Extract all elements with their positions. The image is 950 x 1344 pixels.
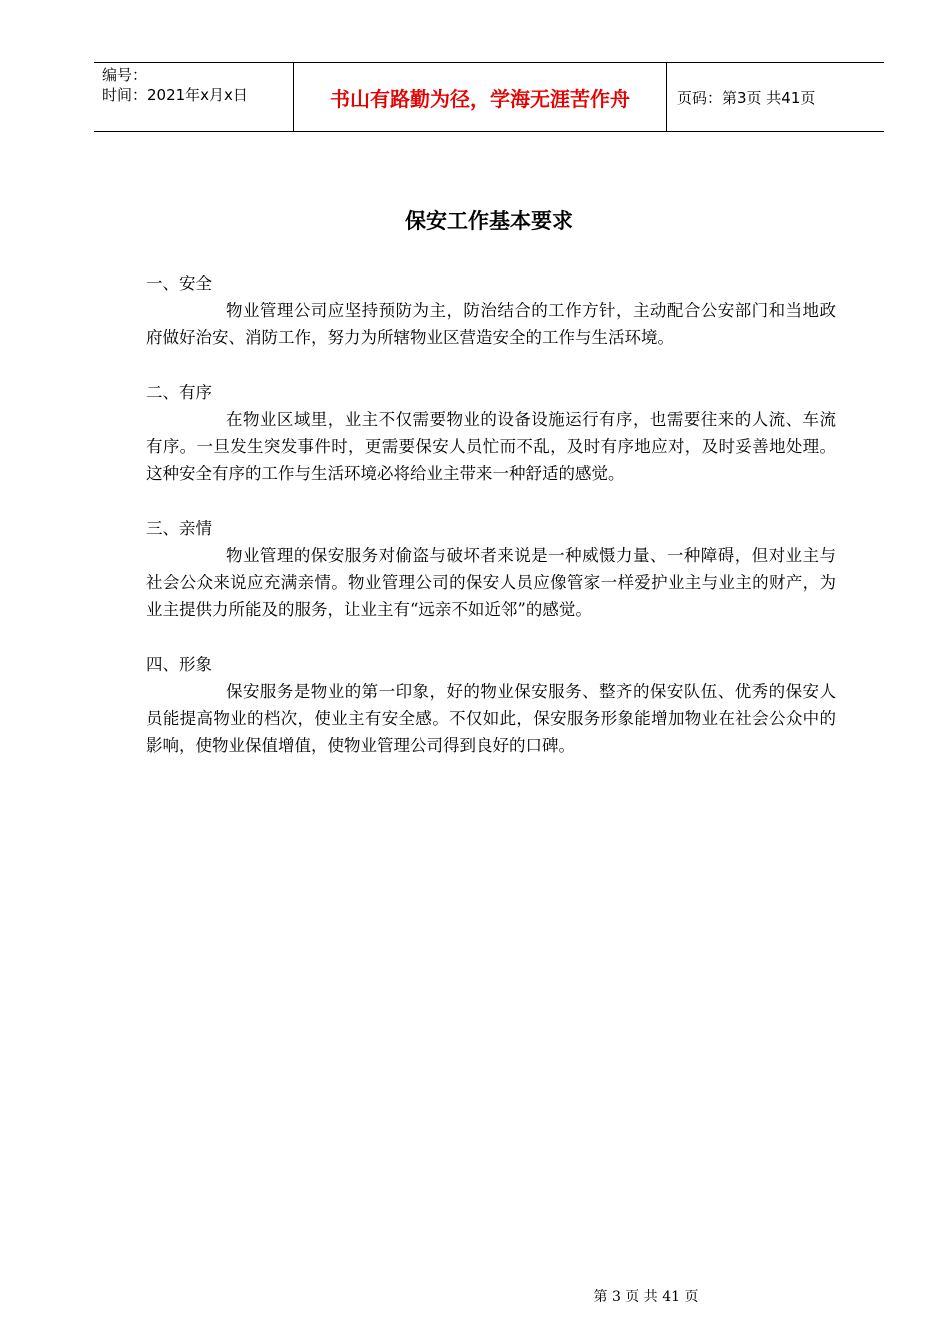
document-title: 保安工作基本要求 — [405, 209, 573, 233]
section-heading: 三、亲情 — [146, 519, 212, 538]
section-image — [146, 651, 836, 759]
header-page-info: 页码：第3页 共41页 — [677, 88, 816, 107]
header-meta — [94, 63, 294, 131]
page-footer: 第 3 页 共 41 页 — [593, 1289, 699, 1305]
section-safety — [146, 270, 836, 351]
section-paragraph: 物业管理公司应坚持预防为主，防治结合的工作方针，主动配合公安部门和当地政府做好治安、消防工作，努力为所辖物业区营造安全的工作与生活环境。 — [146, 301, 836, 347]
section-affection — [146, 515, 836, 623]
section-paragraph: 保安服务是物业的第一印象，好的物业保安服务、整齐的保安队伍、优秀的保安人员能提高物业的档次，使业主有安全感。不仅如此，保安服务形象能增加物业在社会公众中的影响，使物业保值增值，使物业管理公司得到良好的口碑。 — [146, 682, 836, 755]
section-paragraph: 物业管理的保安服务对偷盗与破坏者来说是一种威慑力量、一种障碍，但对业主与社会公众来说应充满亲情。物业管理公司的保安人员应像管家一样爱护业主与业主的财产，为业主提供力所能及的服务，让业主有“远亲不如近邻”的感觉。 — [146, 546, 836, 619]
section-heading: 四、形象 — [146, 655, 212, 674]
section-heading: 二、有序 — [146, 383, 212, 402]
section-order — [146, 379, 836, 487]
page-header — [94, 62, 884, 132]
document-number-label: 编号： — [102, 66, 148, 84]
document-body — [146, 270, 836, 787]
header-motto: 书山有路勤为径，学海无涯苦作舟 — [294, 63, 667, 131]
document-time: 时间：2021年x月x日 — [102, 86, 248, 104]
section-heading: 一、安全 — [146, 274, 212, 293]
section-paragraph: 在物业区域里，业主不仅需要物业的设备设施运行有序，也需要往来的人流、车流有序。一旦发生突发事件时，更需要保安人员忙而不乱，及时有序地应对，及时妥善地处理。这种安全有序的工作与生活环境必将给业主带来一种舒适的感觉。 — [146, 410, 836, 483]
